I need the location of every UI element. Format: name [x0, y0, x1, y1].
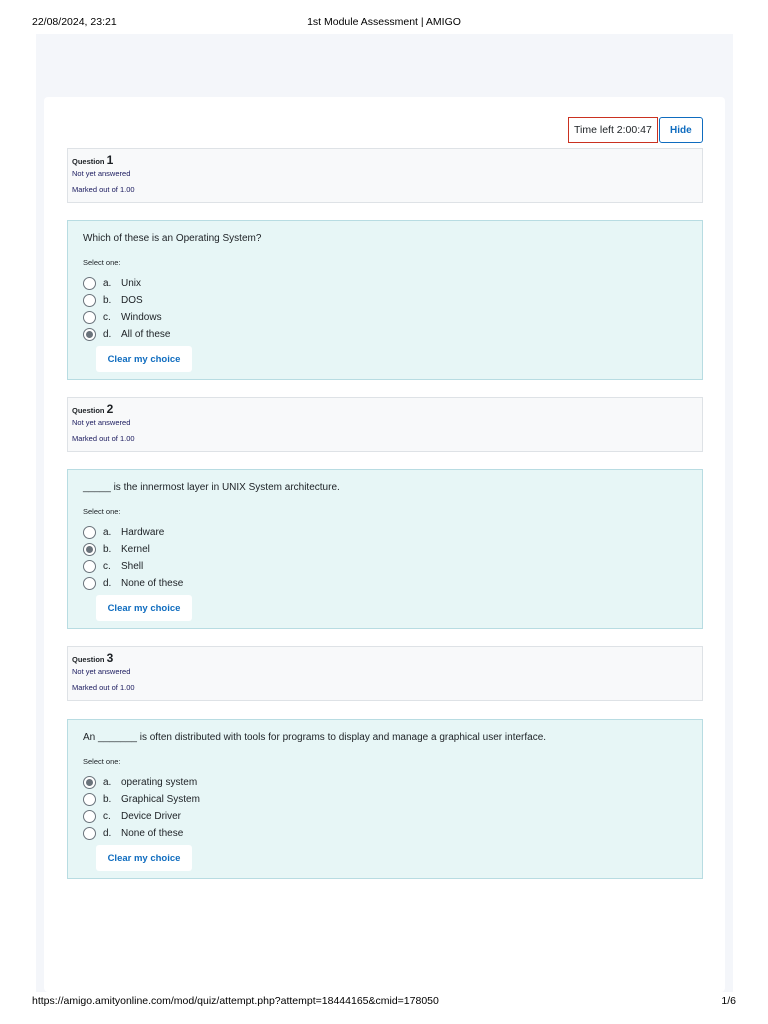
radio-button[interactable] [83, 577, 96, 590]
timer-row [568, 117, 703, 143]
time-left-badge: Time left 2:00:47 [568, 117, 658, 143]
radio-button[interactable] [83, 793, 96, 806]
question-text: Which of these is an Operating System? [83, 233, 262, 244]
print-url: https://amigo.amityonline.com/mod/quiz/attempt.php?attempt=18444165&cmid=178050 [32, 995, 439, 1007]
question-content [67, 220, 703, 380]
clear-choice-button[interactable]: Clear my choice [96, 845, 192, 871]
radio-button[interactable] [83, 526, 96, 539]
question-content [67, 469, 703, 629]
answer-option[interactable]: a. operating system [83, 774, 687, 791]
answer-option[interactable]: b. Kernel [83, 541, 687, 558]
select-one-prompt: Select one: [83, 757, 121, 766]
print-footer [32, 995, 736, 1007]
answer-option[interactable]: d. None of these [83, 825, 687, 842]
answer-option[interactable]: b. Graphical System [83, 791, 687, 808]
question-grade: Marked out of 1.00 [72, 434, 135, 443]
question-info [67, 148, 703, 203]
answer-option[interactable]: c. Shell [83, 558, 687, 575]
question-state: Not yet answered [72, 418, 131, 427]
answer-option[interactable]: b. DOS [83, 292, 687, 309]
radio-button[interactable] [83, 827, 96, 840]
clear-choice-button[interactable]: Clear my choice [96, 595, 192, 621]
hide-timer-button[interactable]: Hide [659, 117, 703, 143]
answer-option[interactable]: c. Device Driver [83, 808, 687, 825]
select-one-prompt: Select one: [83, 507, 121, 516]
print-page-title: 1st Module Assessment | AMIGO [307, 16, 461, 28]
answer-option[interactable]: c. Windows [83, 309, 687, 326]
radio-button[interactable] [83, 810, 96, 823]
print-header [32, 16, 736, 28]
answer-option[interactable]: a. Hardware [83, 524, 687, 541]
question-text: An _______ is often distributed with tools for programs to display and manage a graphical user interface. [83, 732, 547, 743]
radio-button[interactable] [83, 311, 96, 324]
question-number: Question 1 [72, 153, 114, 167]
question-info [67, 397, 703, 452]
select-one-prompt: Select one: [83, 258, 121, 267]
radio-button-selected[interactable] [83, 776, 96, 789]
radio-button[interactable] [83, 560, 96, 573]
question-number: Question 2 [72, 402, 114, 416]
radio-button[interactable] [83, 294, 96, 307]
question-state: Not yet answered [72, 667, 131, 676]
question-grade: Marked out of 1.00 [72, 185, 135, 194]
clear-choice-button[interactable]: Clear my choice [96, 346, 192, 372]
radio-button-selected[interactable] [83, 543, 96, 556]
print-datetime: 22/08/2024, 23:21 [32, 16, 117, 28]
question-info [67, 646, 703, 701]
question-text: _____ is the innermost layer in UNIX System architecture. [83, 482, 340, 493]
question-content [67, 719, 703, 879]
print-page-number: 1/6 [721, 995, 736, 1007]
answer-option[interactable]: a. Unix [83, 275, 687, 292]
question-grade: Marked out of 1.00 [72, 683, 135, 692]
question-state: Not yet answered [72, 169, 131, 178]
question-number: Question 3 [72, 651, 114, 665]
radio-button[interactable] [83, 277, 96, 290]
answer-option[interactable]: d. None of these [83, 575, 687, 592]
answer-option[interactable]: d. All of these [83, 326, 687, 343]
radio-button-selected[interactable] [83, 328, 96, 341]
